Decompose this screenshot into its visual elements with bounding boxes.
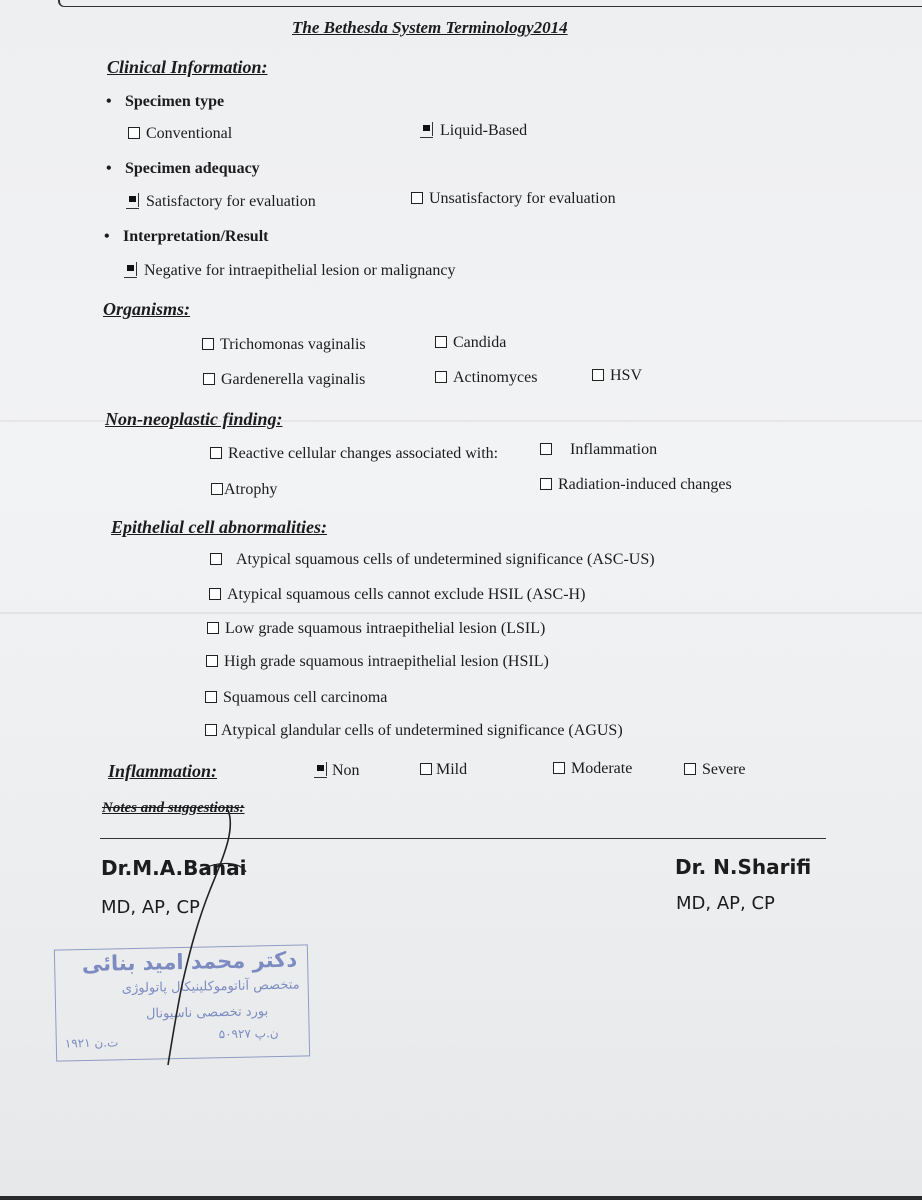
checkbox-trichomonas[interactable]: Trichomonas vaginalis xyxy=(202,336,366,354)
checkbox-satisfactory[interactable]: Satisfactory for evaluation xyxy=(126,193,316,211)
checkbox-checked-icon xyxy=(314,764,328,776)
checkbox-empty-icon xyxy=(553,762,565,774)
checkbox-hsv[interactable]: HSV xyxy=(592,367,642,385)
checkbox-conventional[interactable]: Conventional xyxy=(128,125,232,143)
checkbox-empty-icon xyxy=(210,447,222,459)
checkbox-lsil[interactable]: Low grade squamous intraepithelial lesion (LSIL) xyxy=(207,620,545,638)
checkbox-empty-icon xyxy=(203,373,215,385)
checkbox-unsatisfactory[interactable]: Unsatisfactory for evaluation xyxy=(411,190,616,208)
checkbox-radiation-changes[interactable]: Radiation-induced changes xyxy=(540,476,732,494)
paper-bottom-edge xyxy=(0,1196,922,1200)
right-doctor-credentials: MD, AP, CP xyxy=(676,893,775,914)
page-frame-edge xyxy=(58,0,922,7)
epithelial-heading: Epithelial cell abnormalities: xyxy=(111,517,327,537)
checkbox-empty-icon xyxy=(420,763,432,775)
checkbox-hsil[interactable]: High grade squamous intraepithelial lesion (HSIL) xyxy=(206,653,549,671)
inflammation-heading: Inflammation: xyxy=(108,761,218,781)
checkbox-agus[interactable]: Atypical glandular cells of undetermined significance (AGUS) xyxy=(205,722,623,740)
checkbox-inflammation-non[interactable]: Non xyxy=(314,762,360,780)
stamp-name: دکتر محمد امید بنائی xyxy=(81,947,298,977)
signature-stroke xyxy=(150,800,270,1070)
checkbox-empty-icon xyxy=(205,724,217,736)
checkbox-empty-icon xyxy=(207,622,219,634)
specimen-type-label: • Specimen type xyxy=(106,93,224,111)
checkbox-empty-icon xyxy=(202,338,214,350)
stamp-specialty: متخصص آناتوموکلینیکال پاتولوژی xyxy=(121,977,300,997)
checkbox-inflammation-moderate[interactable]: Moderate xyxy=(553,760,632,778)
checkbox-empty-icon xyxy=(206,655,218,667)
checkbox-inflammation-reactive[interactable]: Inflammation xyxy=(540,441,657,459)
checkbox-inflammation-mild[interactable]: Mild xyxy=(420,761,467,779)
clinical-heading: Clinical Information: xyxy=(107,57,268,77)
checkbox-actinomyces[interactable]: Actinomyces xyxy=(435,369,537,387)
interpretation-label: • Interpretation/Result xyxy=(104,228,268,246)
checkbox-gardenerella[interactable]: Gardenerella vaginalis xyxy=(203,371,365,389)
checkbox-empty-icon xyxy=(209,588,221,600)
checkbox-reactive-changes[interactable]: Reactive cellular changes associated with: xyxy=(210,445,498,463)
left-doctor-name: Dr.M.A.Banai xyxy=(101,856,247,880)
checkbox-empty-icon xyxy=(205,691,217,703)
left-doctor-credentials: MD, AP, CP xyxy=(101,897,200,918)
checkbox-empty-icon xyxy=(435,336,447,348)
checkbox-empty-icon xyxy=(540,443,552,455)
organisms-heading: Organisms: xyxy=(103,299,191,319)
checkbox-empty-icon xyxy=(684,763,696,775)
checkbox-empty-icon xyxy=(435,371,447,383)
checkbox-empty-icon xyxy=(411,192,423,204)
checkbox-scc[interactable]: Squamous cell carcinoma xyxy=(205,689,387,707)
checkbox-negative[interactable]: Negative for intraepithelial lesion or malignancy xyxy=(124,262,455,280)
stamp-license: ن.پ ۵۰۹۲۷ xyxy=(218,1025,279,1042)
checkbox-checked-icon xyxy=(126,195,140,207)
stamp-number: ۱۹۲۱ ت.ن xyxy=(64,1035,119,1051)
checkbox-empty-icon xyxy=(210,553,222,565)
checkbox-atrophy[interactable]: Atrophy xyxy=(211,481,277,499)
checkbox-empty-icon xyxy=(128,127,140,139)
non-neoplastic-heading: Non-neoplastic finding: xyxy=(105,409,283,429)
checkbox-checked-icon xyxy=(124,264,138,276)
notes-heading: Notes and suggestions: xyxy=(102,800,245,816)
stamp-board: بورد تخصصی ناسیونال xyxy=(145,1004,269,1022)
checkbox-checked-icon xyxy=(420,124,434,136)
checkbox-candida[interactable]: Candida xyxy=(435,334,506,352)
checkbox-liquid-based[interactable]: Liquid-Based xyxy=(420,122,527,140)
form-title: The Bethesda System Terminology2014 xyxy=(292,18,568,37)
specimen-adequacy-label: • Specimen adequacy xyxy=(106,160,260,178)
checkbox-empty-icon xyxy=(540,478,552,490)
checkbox-inflammation-severe[interactable]: Severe xyxy=(684,761,746,779)
checkbox-empty-icon xyxy=(211,483,223,495)
checkbox-asc-us[interactable]: Atypical squamous cells of undetermined significance (ASC-US) xyxy=(210,551,655,569)
paper-fold xyxy=(0,612,922,614)
right-doctor-name: Dr. N.Sharifi xyxy=(675,855,812,879)
checkbox-empty-icon xyxy=(592,369,604,381)
checkbox-asc-h[interactable]: Atypical squamous cells cannot exclude HSIL (ASC-H) xyxy=(209,586,585,604)
